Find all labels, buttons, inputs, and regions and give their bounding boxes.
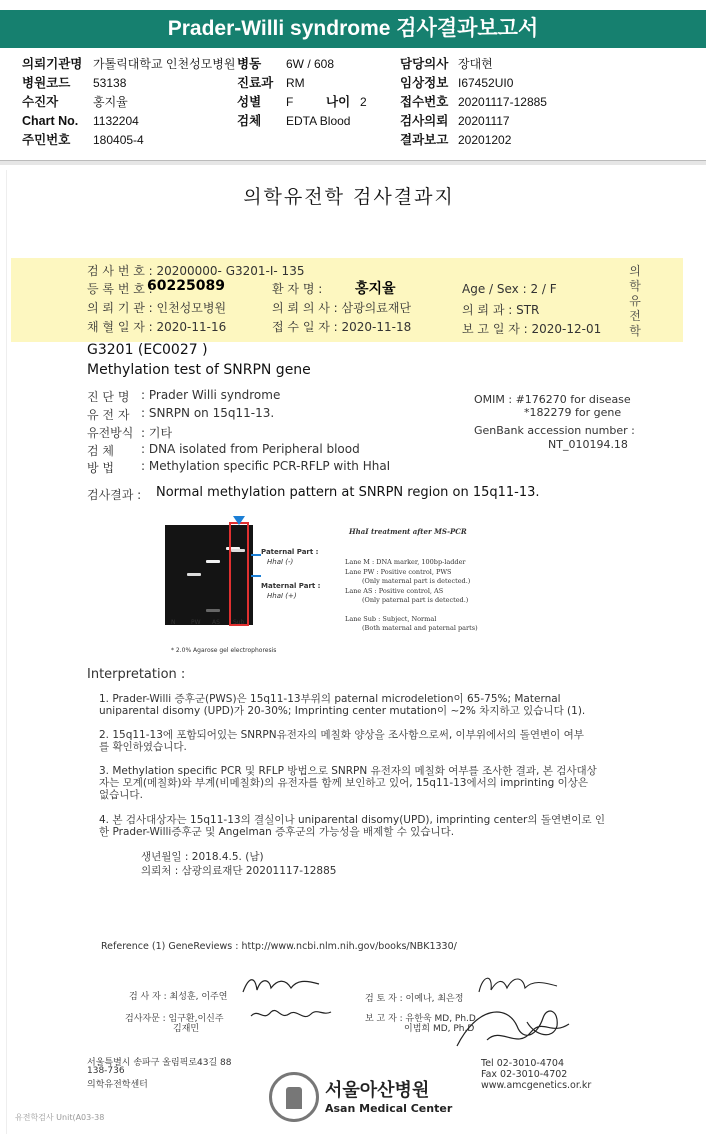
hdr-label: 접수번호 bbox=[400, 95, 449, 109]
result-label: 검사결과 : bbox=[87, 488, 142, 502]
hdr-label: 병동 bbox=[237, 57, 262, 71]
gel-caption: * 2.0% Agarose gel electrophoresis bbox=[171, 647, 277, 654]
interp-line: uniparental disomy (UPD)가 20-30%; Imprinting center mutation이 ~2% 차지하고 있습니다 (1). bbox=[99, 705, 586, 717]
lane-label: N bbox=[171, 619, 176, 626]
legend-line: (Both maternal and paternal parts) bbox=[362, 624, 478, 632]
department: 의 뢰 과 : STR bbox=[462, 303, 540, 317]
interp-line: 2. 15q11-13에 포함되어있는 SNRPN유전자의 메칠화 양상을 조사함으로써, 이부위에서의 돌연변이 여부 bbox=[99, 729, 584, 741]
field-label: 유전방식 bbox=[87, 426, 134, 440]
signature-image bbox=[235, 970, 325, 1000]
field-label: 방 법 bbox=[87, 461, 114, 475]
hospital-logo bbox=[269, 1072, 319, 1122]
patient-label: 환 자 명 : bbox=[272, 282, 323, 296]
contact-line: Fax 02-3010-4702 bbox=[481, 1069, 568, 1080]
field-label: 검 체 bbox=[87, 444, 114, 458]
legend-line: Lane PW : Positive control, PWS bbox=[345, 568, 452, 576]
hdr-value: RM bbox=[286, 76, 305, 90]
hdr-value: 2 bbox=[360, 95, 367, 109]
report-date: 보 고 일 자 : 2020-12-01 bbox=[462, 322, 602, 336]
age-sex: Age / Sex : 2 / F bbox=[462, 282, 557, 296]
interp-line: 없습니다. bbox=[99, 789, 143, 801]
hdr-value: 53138 bbox=[93, 76, 127, 90]
contact-line: Tel 02-3010-4704 bbox=[481, 1058, 564, 1069]
omim-gene: *182279 for gene bbox=[524, 406, 622, 419]
arrow-left-icon bbox=[251, 575, 261, 577]
hdr-value: 홍지율 bbox=[93, 95, 128, 109]
hdr-label: 의뢰기관명 bbox=[22, 57, 83, 71]
hdr-value: 장대현 bbox=[458, 57, 493, 71]
hospital-name-en: Asan Medical Center bbox=[325, 1102, 453, 1115]
hdr-label: 결과보고 bbox=[400, 133, 449, 147]
address-line: 138-736 bbox=[87, 1066, 125, 1076]
hdr-label: 검사의뢰 bbox=[400, 114, 449, 128]
hdr-value: 180405-4 bbox=[93, 133, 144, 147]
legend-line: (Only maternal part is detected.) bbox=[362, 577, 471, 585]
field-value: : DNA isolated from Peripheral blood bbox=[141, 442, 360, 456]
hdr-label: 수진자 bbox=[22, 95, 59, 109]
paternal-label: HhaI (-) bbox=[267, 558, 294, 566]
report-header-title: Prader-Willi syndrome 검사결과보고서 bbox=[0, 10, 706, 48]
hdr-value: 6W / 608 bbox=[286, 57, 335, 71]
hdr-label: 검체 bbox=[237, 114, 262, 128]
reference: Reference (1) GeneReviews : http://www.ncbi.nlm.nih.gov/books/NBK1330/ bbox=[101, 941, 457, 952]
interp-line: 자는 모계(메칠화)와 부계(비메칠화)의 유전자를 함께 보인하고 있어, 15q11-13에서의 imprinting 이상은 bbox=[99, 777, 589, 789]
hdr-value: I67452UI0 bbox=[458, 76, 514, 90]
hdr-value: 20201117 bbox=[458, 114, 510, 128]
genbank-label: GenBank accession number : bbox=[474, 424, 635, 437]
hdr-label: 나이 bbox=[326, 95, 351, 109]
collection-date: 채 혈 일 자 : 2020-11-16 bbox=[87, 320, 227, 334]
signature-image bbox=[245, 1002, 335, 1028]
legend-line: Lane Sub : Subject, Normal bbox=[345, 615, 437, 623]
side-label: 의학유전학 bbox=[629, 264, 641, 338]
interp-line: 4. 본 검사대상자는 15q11-13의 결실이나 uniparental disomy(UPD), imprinting center의 돌연변이로 인 bbox=[99, 814, 606, 826]
reporter: 이범희 MD, Ph.D bbox=[404, 1024, 475, 1034]
test-code: G3201 (EC0027 ) bbox=[87, 342, 208, 358]
interp-line: 를 확인하였습니다. bbox=[99, 741, 187, 753]
legend-line: Lane M : DNA marker, 100bp-ladder bbox=[345, 558, 466, 566]
lane-label: Sub bbox=[233, 619, 245, 626]
test-name: Methylation test of SNRPN gene bbox=[87, 362, 311, 378]
lane-label: AS bbox=[212, 619, 220, 626]
sheet-title: 의학유전학 검사결과지 bbox=[243, 186, 455, 208]
bottom-footer-text: 유전학검사 Unit(A03-38 bbox=[15, 1113, 105, 1122]
examiner-advisor: 김재민 bbox=[173, 1024, 200, 1034]
address-line: 서울특별시 송파구 올림픽로43길 88 bbox=[87, 1058, 232, 1068]
examiner-advisor: 검사자문 : 임구환,이신주 bbox=[125, 1014, 224, 1024]
maternal-label: HhaI (+) bbox=[267, 592, 297, 600]
genbank-number: NT_010194.18 bbox=[548, 438, 628, 451]
hdr-label: 담당의사 bbox=[400, 57, 449, 71]
hdr-label: Chart No. bbox=[22, 114, 79, 128]
hdr-value: EDTA Blood bbox=[286, 114, 351, 128]
interp-line: 3. Methylation specific PCR 및 RFLP 방법으로 SNRPN 유전자의 메칠화 여부를 조사한 결과, 본 검사대상 bbox=[99, 765, 597, 777]
arrow-left-icon bbox=[251, 554, 261, 556]
result-sheet bbox=[6, 170, 690, 1134]
subject-lane-highlight bbox=[229, 522, 249, 626]
field-value: : 기타 bbox=[141, 426, 173, 440]
patient-name: 홍지율 bbox=[355, 281, 396, 297]
exam-number: 검 사 번 호 : 20200000- G3201-I- 135 bbox=[87, 264, 305, 278]
hdr-value: 20201202 bbox=[458, 133, 512, 147]
arrow-down-icon bbox=[233, 516, 245, 525]
hdr-label: 병원코드 bbox=[22, 76, 71, 90]
reg-number: 60225089 bbox=[147, 278, 225, 294]
institution: 의 뢰 기 관 : 인천성모병원 bbox=[87, 301, 227, 315]
address-line: 의학유전학센터 bbox=[87, 1080, 148, 1090]
receipt-date: 접 수 일 자 : 2020-11-18 bbox=[272, 320, 412, 334]
interp-line: 1. Prader-Willi 증후군(PWS)은 15q11-13부위의 paternal microdeletion이 65-75%; Maternal bbox=[99, 693, 561, 705]
lane-label: PW bbox=[191, 619, 201, 626]
examiner: 검 사 자 : 최성훈, 이주연 bbox=[129, 992, 228, 1002]
hospital-name-kr: 서울아산병원 bbox=[325, 1080, 430, 1101]
header-divider bbox=[0, 160, 706, 165]
hdr-label: 진료과 bbox=[237, 76, 274, 90]
hdr-value: 가톨릭대학교 인천성모병원 bbox=[93, 57, 236, 71]
reviewer: 검 토 자 : 이예나, 최은정 bbox=[365, 994, 464, 1004]
hdr-label: 주민번호 bbox=[22, 133, 71, 147]
field-value: : SNRPN on 15q11-13. bbox=[141, 406, 275, 420]
contact-line: www.amcgenetics.or.kr bbox=[481, 1080, 592, 1091]
field-label: 진 단 명 bbox=[87, 390, 130, 404]
legend-line: Lane AS : Positive control, AS bbox=[345, 587, 444, 595]
field-label: 유 전 자 bbox=[87, 408, 130, 422]
reg-label: 등 록 번 호 : bbox=[87, 282, 153, 296]
header-info-grid bbox=[0, 52, 706, 154]
birth-date: 생년월일 : 2018.4.5. (남) bbox=[141, 851, 264, 863]
hdr-value: 1132204 bbox=[93, 114, 139, 128]
field-value: : Methylation specific PCR-RFLP with HhaI bbox=[141, 459, 391, 473]
result-value: Normal methylation pattern at SNRPN region on 15q11-13. bbox=[156, 485, 540, 500]
requesting-doctor: 의 뢰 의 사 : 삼광의료재단 bbox=[272, 301, 412, 315]
interpretation-title: Interpretation : bbox=[87, 667, 186, 682]
maternal-label: Maternal Part : bbox=[261, 582, 321, 590]
field-value: : Prader Willi syndrome bbox=[141, 388, 281, 402]
hdr-label: 성별 bbox=[237, 95, 262, 109]
hdr-value: 20201117-12885 bbox=[458, 95, 547, 109]
omim-disease: OMIM : #176270 for disease bbox=[474, 393, 631, 406]
legend-line: (Only paternal part is detected.) bbox=[362, 596, 469, 604]
hdr-value: F bbox=[286, 95, 294, 109]
paternal-label: Paternal Part : bbox=[261, 548, 319, 556]
reporter: 보 고 자 : 유한욱 MD, Ph.D bbox=[365, 1014, 476, 1024]
signature-image bbox=[447, 996, 577, 1058]
interp-line: 한 Prader-Willi증후군 및 Angelman 증후군의 가능성을 배제할 수 있습니다. bbox=[99, 826, 455, 838]
hdr-label: 임상정보 bbox=[400, 76, 449, 90]
figure-title: HhaI treatment after MS-PCR bbox=[349, 527, 467, 536]
requester: 의뢰처 : 삼광의료재단 20201117-12885 bbox=[141, 865, 337, 877]
